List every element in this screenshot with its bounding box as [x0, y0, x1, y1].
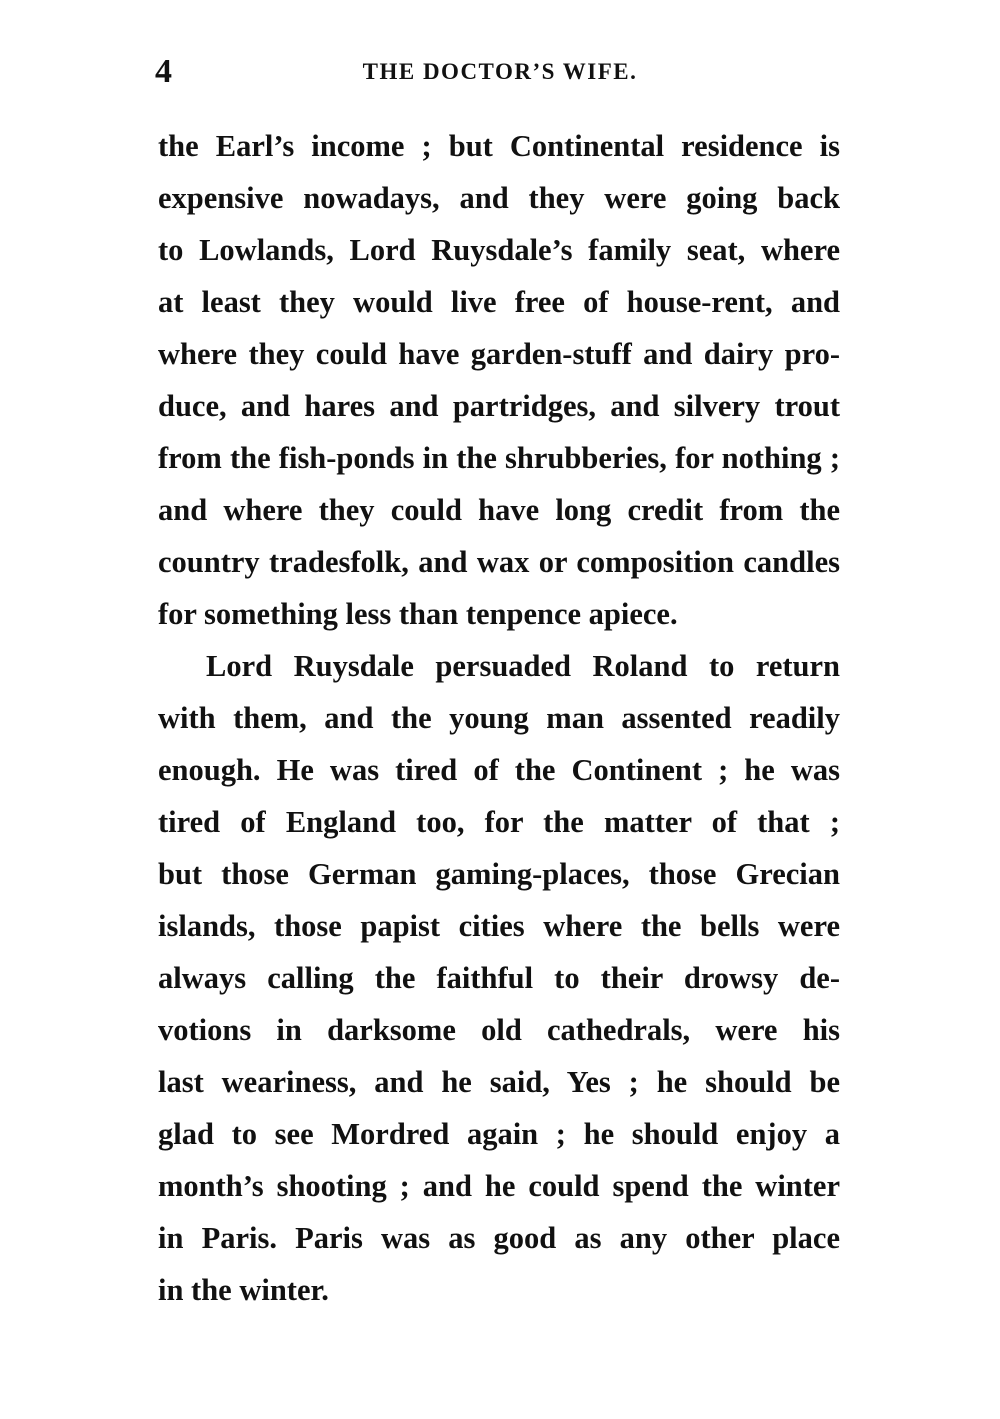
text-line: to Lowlands, Lord Ruysdale’s family seat, where [158, 233, 840, 267]
text-line: in the winter. [158, 1273, 329, 1307]
text-line: in Paris. Paris was as good as any other place [158, 1221, 840, 1255]
text-line: and where they could have long credit from the [158, 493, 840, 527]
text-line: glad to see Mordred again ; he should enjoy a [158, 1117, 840, 1151]
paragraph [158, 640, 840, 1316]
text-line: from the fish-ponds in the shrubberies, for nothing ; [158, 441, 840, 475]
text-line: duce, and hares and partridges, and silvery trout [158, 389, 840, 423]
page-number: 4 [155, 53, 172, 90]
text-line: Lord Ruysdale persuaded Roland to return [206, 649, 840, 683]
text-line: islands, those papist cities where the bells were [158, 909, 840, 943]
text-line: country tradesfolk, and wax or composition candles [158, 545, 840, 579]
text-line: at least they would live free of house-rent, and [158, 285, 840, 319]
text-line: but those German gaming-places, those Grecian [158, 857, 840, 891]
text-line: always calling the faithful to their drowsy de- [158, 961, 840, 995]
text-line: votions in darksome old cathedrals, were his [158, 1013, 840, 1047]
body-text [158, 120, 840, 1316]
text-line: the Earl’s income ; but Continental residence is [158, 129, 840, 163]
text-line: where they could have garden-stuff and dairy pro- [158, 337, 840, 371]
text-line: last weariness, and he said, Yes ; he should be [158, 1065, 840, 1099]
paragraph [158, 120, 840, 640]
running-title: THE DOCTOR’S WIFE. [362, 59, 638, 84]
text-line: expensive nowadays, and they were going back [158, 181, 840, 215]
text-line: month’s shooting ; and he could spend the winter [158, 1169, 840, 1203]
text-line: with them, and the young man assented readily [158, 701, 840, 735]
text-line: enough. He was tired of the Continent ; he was [158, 753, 840, 787]
text-line: tired of England too, for the matter of that ; [158, 805, 840, 839]
running-head [155, 52, 845, 92]
text-line: for something less than tenpence apiece. [158, 597, 678, 631]
